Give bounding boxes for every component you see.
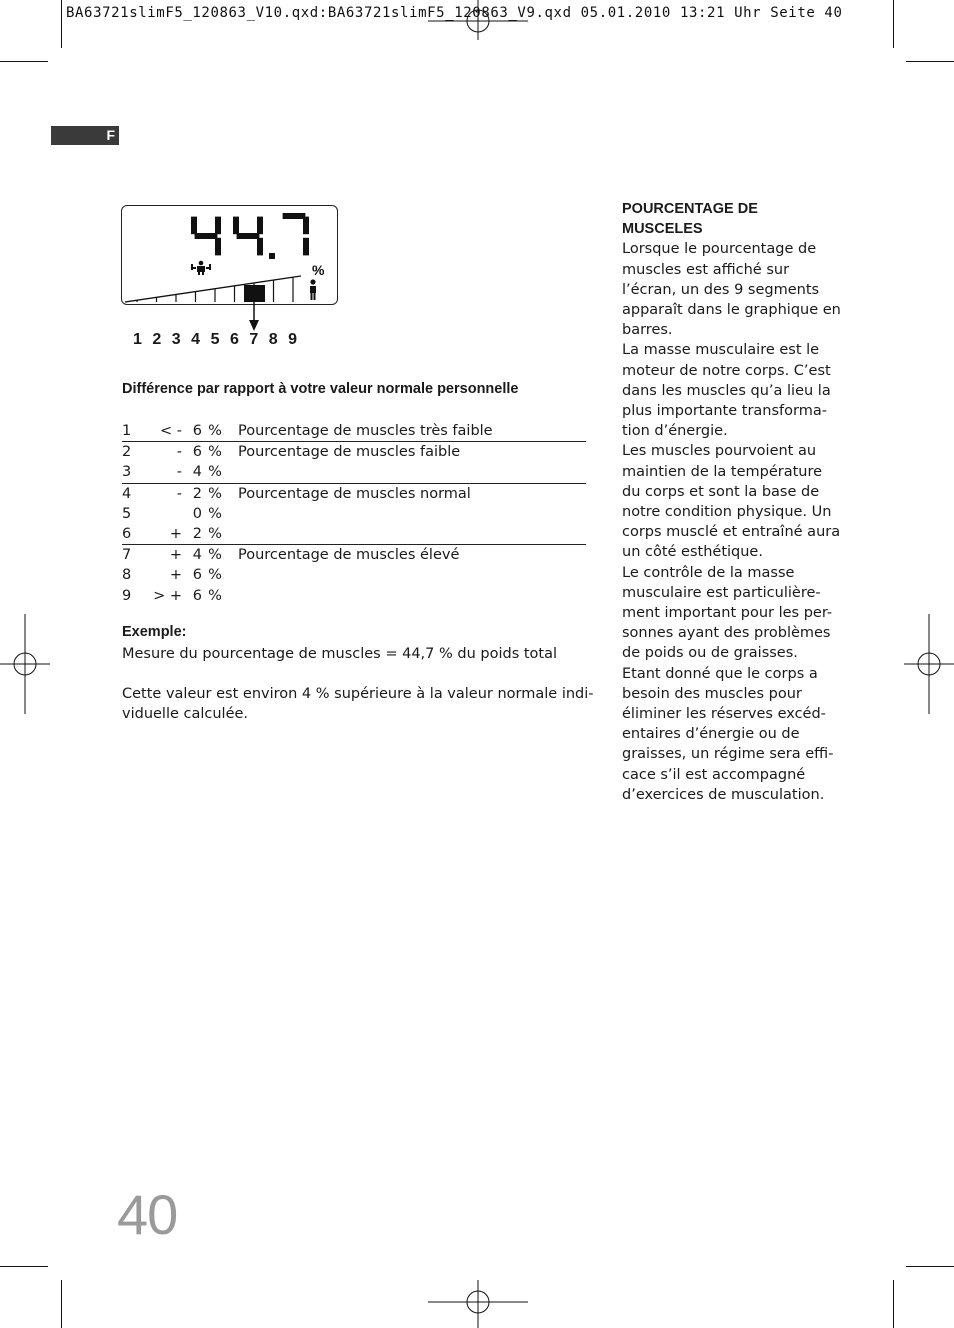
table-row (122, 504, 586, 524)
row-description: Pourcentage de muscles faible (238, 444, 461, 461)
table-row (122, 442, 586, 463)
table-title: Différence par rapport à votre valeur normale personnelle (122, 381, 519, 397)
sidebar-line: besoin des muscles pour (622, 685, 802, 702)
segment-label: 1 (133, 331, 142, 348)
row-value: 6 (192, 567, 202, 584)
row-description (228, 565, 586, 585)
registration-mark-right (904, 614, 954, 714)
sidebar-title: POURCENTAGE DE (622, 201, 758, 217)
sidebar-line: corps musclé et entraîné aura (622, 524, 841, 541)
segment-label: 6 (229, 331, 239, 348)
arrow-down-icon (247, 300, 261, 334)
table-row (122, 524, 586, 545)
segment-label: 5 (210, 331, 220, 348)
row-unit: % (208, 547, 222, 564)
sidebar-line: graisses, un régime sera effi- (622, 746, 834, 763)
sidebar-line: tion d’énergie. (622, 423, 728, 440)
row-number: 7 (122, 547, 132, 564)
row-sign: < - (152, 421, 188, 442)
segment-label: 4 (191, 331, 201, 348)
row-sign: + (169, 547, 182, 564)
row-sign: > + (153, 587, 182, 604)
row-sign: + (152, 524, 188, 545)
segment-label: 7 (249, 331, 259, 348)
row-description (228, 504, 586, 524)
registration-mark-top (428, 0, 528, 40)
segment-label: 2 (152, 331, 162, 348)
row-number: 8 (122, 567, 132, 584)
sidebar-line: d’exercices de musculation. (622, 786, 825, 803)
row-description: Pourcentage de muscles normal (238, 485, 471, 502)
table-row (122, 421, 586, 442)
row-number: 4 (122, 485, 132, 502)
unit-label: % (312, 262, 325, 278)
row-number: 9 (122, 587, 132, 604)
table-row (122, 565, 586, 585)
lcd-graphic (121, 205, 338, 305)
example-line: Mesure du pourcentage de muscles = 44,7 % du poids total (122, 646, 558, 662)
registration-mark-bottom (428, 1280, 528, 1328)
row-unit: % (208, 505, 222, 522)
row-unit: % (208, 485, 222, 502)
difference-table (122, 421, 586, 606)
crop-mark (61, 1280, 62, 1328)
example-line: viduelle calculée. (122, 706, 249, 722)
sidebar-line: sonnes ayant des problèmes (622, 625, 831, 642)
sidebar-line: cace s’il est accompagné (622, 766, 806, 783)
sidebar-line: La masse musculaire est le (622, 342, 820, 359)
sidebar-line: barres. (622, 322, 673, 339)
sidebar-line: entaires d’énergie ou de (622, 726, 800, 743)
example-line: Cette valeur est environ 4 % supérieure à la valeur normale indi- (122, 686, 594, 702)
row-unit: % (202, 421, 228, 442)
row-value: 6 (192, 587, 202, 604)
row-description (228, 524, 586, 545)
row-unit: % (208, 567, 222, 584)
sidebar-line: notre condition physique. Un (622, 504, 832, 521)
muscle-man-icon (191, 261, 211, 275)
row-sign: - (152, 462, 188, 483)
table-row (122, 483, 586, 504)
table-row (122, 545, 586, 566)
row-number: 6 (122, 524, 152, 545)
language-tab: F (51, 126, 119, 145)
sidebar-line: muscles est affiché sur (622, 261, 790, 278)
row-sign: - (176, 444, 182, 461)
seven-segment-digits (191, 213, 309, 259)
row-unit: % (202, 462, 228, 483)
table-row (122, 586, 586, 606)
sidebar-line: Les muscles pourvoient au (622, 443, 817, 460)
crop-mark (0, 61, 48, 62)
sidebar-section (622, 199, 842, 805)
sidebar-line: de poids ou de graisses. (622, 645, 798, 662)
lcd-display (121, 205, 338, 305)
crop-mark (906, 1266, 954, 1267)
segment-label: 8 (268, 331, 278, 348)
sidebar-line: ment important pour les per- (622, 605, 833, 622)
crop-mark (0, 1266, 48, 1267)
row-unit: % (202, 524, 228, 545)
sidebar-line: du corps et sont la base de (622, 483, 820, 500)
row-value: 0 (192, 505, 202, 522)
sidebar-line: musculaire est particulière- (622, 584, 821, 601)
page-number: 40 (117, 1183, 178, 1246)
segment-labels (133, 331, 308, 349)
row-number: 3 (122, 462, 152, 483)
sidebar-body (622, 239, 842, 805)
row-sign: - (176, 485, 182, 502)
sidebar-line: éliminer les réserves excéd- (622, 706, 826, 723)
sidebar-line: l’écran, un des 9 segments (622, 281, 820, 298)
row-unit: % (208, 587, 222, 604)
sidebar-line: dans les muscles qu’a lieu la (622, 382, 831, 399)
crop-mark (893, 0, 894, 48)
row-description: Pourcentage de muscles élevé (238, 547, 460, 564)
row-number: 1 (122, 421, 152, 442)
print-info-header: BA63721slimF5_120863_V10.qxd:BA63721slimF5_120863_V9.qxd 05.01.2010 13:21 Uhr Seite 40 (66, 5, 843, 21)
row-number: 5 (122, 505, 132, 522)
sidebar-title: MUSCELES (622, 221, 703, 238)
sidebar-line: un côté esthétique. (622, 544, 763, 561)
sidebar-line: moteur de notre corps. C’est (622, 362, 831, 379)
example-title: Exemple: (122, 624, 187, 640)
row-description (228, 462, 586, 483)
sidebar-line: maintien de la température (622, 463, 823, 480)
sidebar-line: Etant donné que le corps a (622, 665, 818, 682)
row-sign: + (169, 567, 182, 584)
row-value: 2 (192, 485, 202, 502)
sidebar-line: Lorsque le pourcentage de (622, 241, 817, 258)
row-description: Pourcentage de muscles très faible (228, 421, 586, 442)
row-value: 4 (192, 547, 202, 564)
sidebar-line: Le contrôle de la masse (622, 564, 795, 581)
crop-mark (61, 0, 62, 48)
registration-mark-left (0, 614, 50, 714)
sidebar-line: apparaît dans le graphique en (622, 302, 841, 319)
row-value: 4 (188, 462, 202, 483)
sidebar-line: plus importante transforma- (622, 403, 827, 420)
person-icon (310, 279, 316, 300)
row-sign (152, 504, 188, 524)
crop-mark (893, 1280, 894, 1328)
crop-mark (906, 61, 954, 62)
row-value: 6 (188, 421, 202, 442)
row-value: 2 (188, 524, 202, 545)
segment-label: 9 (288, 331, 298, 348)
segment-label: 3 (171, 331, 181, 348)
row-description (228, 586, 586, 606)
row-number: 2 (122, 444, 132, 461)
table-row (122, 462, 586, 483)
row-value: 6 (192, 444, 202, 461)
row-unit: % (208, 444, 222, 461)
